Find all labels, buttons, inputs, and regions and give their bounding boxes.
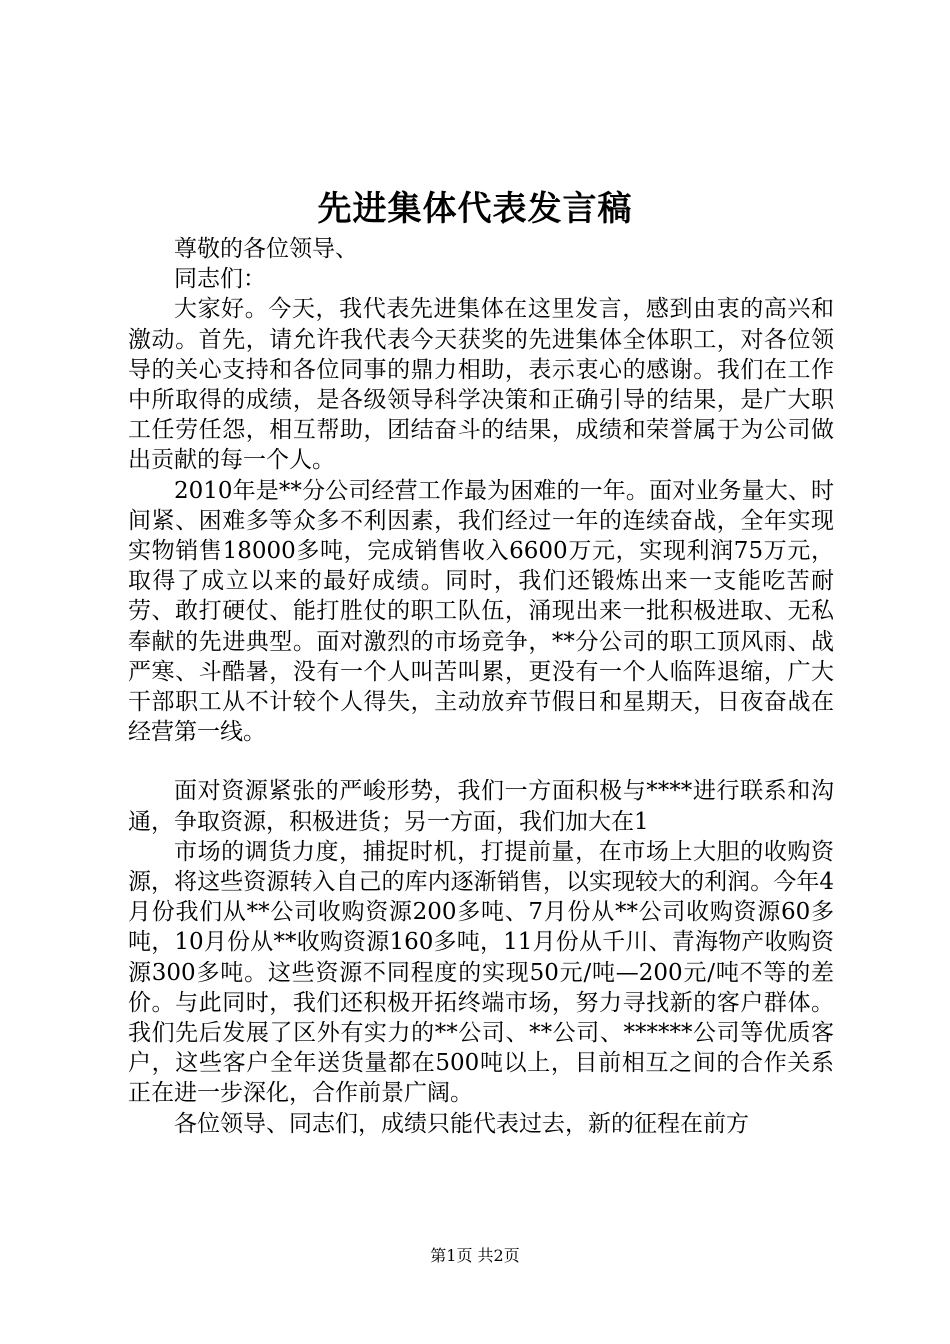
paragraph-closing: 各位领导、同志们，成绩只能代表过去，新的征程在前方 <box>174 1110 749 1137</box>
salutation-line-2: 同志们： <box>174 266 266 293</box>
salutation-line-1: 尊敬的各位领导、 <box>174 236 358 262</box>
paragraph-achievements: 2010年是**分公司经营工作最为困难的一年。面对业务量大、时间紧、困难多等众多不利因素，我们经过一年的连续奋战，全年实现实物销售18000多吨，完成销售收入6600万元，实现利润75万元，取得了成立以来的最好成绩。同时，我们还锻炼出来一支能吃苦耐劳、敢打硬仗、能打胜仗的职工队伍，涌现出来一批积极进取、无私奉献的先进典型。面对激烈的市场竞争，**分公司的职工顶风雨、战严寒、斗酷暑，没有一个人叫苦叫累，更没有一个人临阵退缩，广大干部职工从不计较个人得失，主动放弃节假日和星期天，日夜奋战在经营第一线。 <box>128 477 834 746</box>
paragraph-resources: 面对资源紧张的严峻形势，我们一方面积极与****进行联系和沟通，争取资源，积极进货；另一方面，我们加大在1 <box>128 778 834 835</box>
page-footer: 第1页 共2页 <box>430 1246 520 1265</box>
paragraph-market: 市场的调货力度，捕捉时机，打提前量，在市场上大胆的收购资源，将这些资源转入自己的库内逐渐销售，以实现较大的利润。今年4月份我们从**公司收购资源200多吨、7月份从**公司收购资源60多吨，10月份从**收购资源160多吨，11月份从千川、青海物产收购资源300多吨。这些资源不同程度的实现50元/吨—200元/吨不等的差价。与此同时，我们还积极开拓终端市场，努力寻找新的客户群体。我们先后发展了区外有实力的**公司、**公司、******公司等优质客户，这些客户全年送货量都在500吨以上，目前相互之间的合作关系正在进一步深化，合作前景广阔。 <box>128 838 834 1107</box>
document-title: 先进集体代表发言稿 <box>317 189 633 229</box>
document-body <box>128 234 834 1139</box>
paragraph-greeting: 大家好。今天，我代表先进集体在这里发言，感到由衷的高兴和激动。首先，请允许我代表今天获奖的先进集体全体职工，对各位领导的关心支持和各位同事的鼎力相助，表示衷心的感谢。我们在工作中所取得的成绩，是各级领导科学决策和正确引导的结果，是广大职工任劳任怨，相互帮助，团结奋斗的结果，成绩和荣誉属于为公司做出贡献的每一个人。 <box>128 296 834 474</box>
